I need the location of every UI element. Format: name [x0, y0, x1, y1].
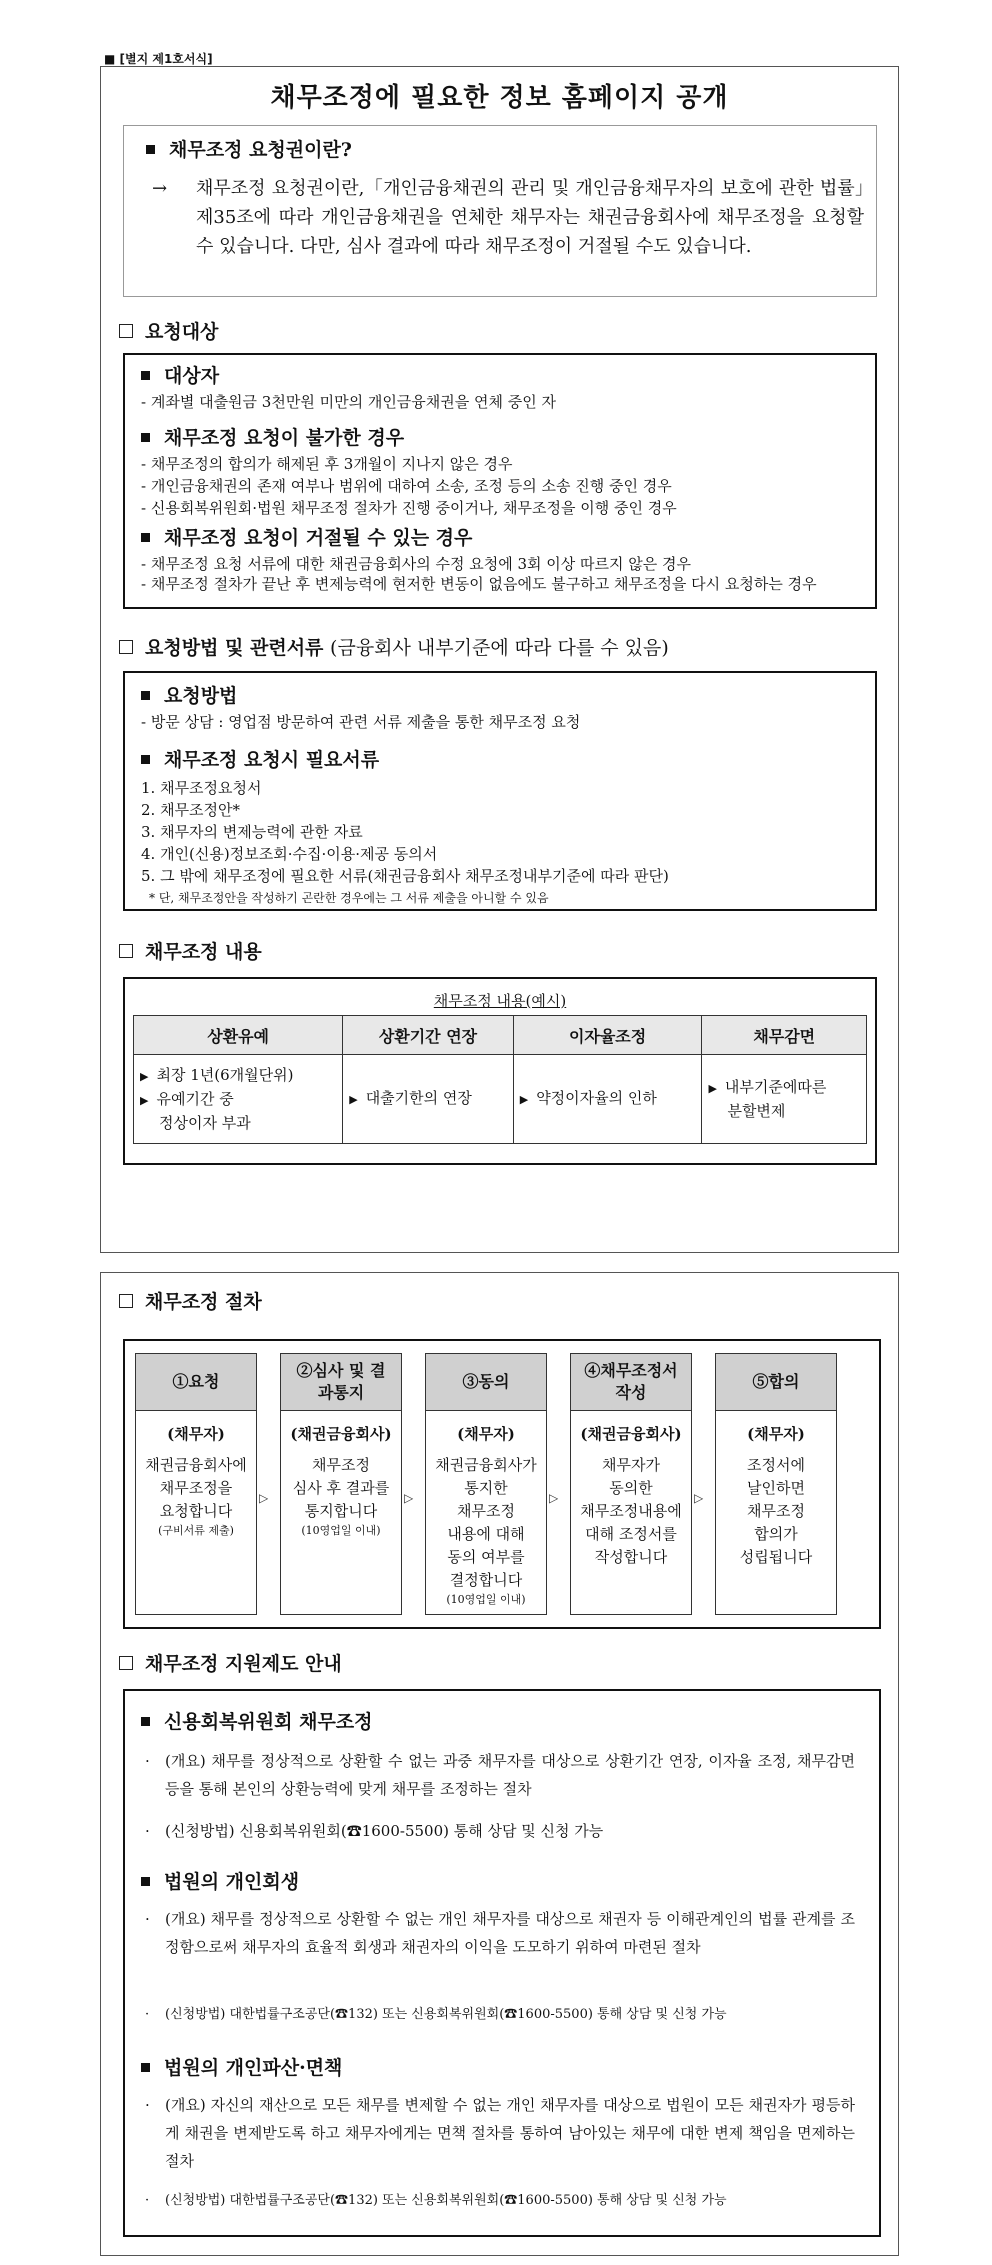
support-line: · (개요) 자신의 재산으로 모든 채무를 변제할 수 없는 개인 채무자를 대상으로 법원이 모든 채권자가 평등하게 채권을 변제받도록 하고 채무자에게는 면책 절차를 통하여 남아있는 채무에 대한 변제 책임을 면제하는 절차: [145, 2096, 855, 2170]
triangle-bullet-icon: ▶: [349, 1093, 358, 1106]
doc-item: 3. 채무자의 변제능력에 관한 자료: [141, 823, 363, 841]
triangle-bullet-icon: ▶: [140, 1094, 149, 1107]
support-line: · (개요) 채무를 정상적으로 상환할 수 없는 과중 채무자를 대상으로 상환기간 연장, 이자율 조정, 채무감면 등을 통해 본인의 상환능력에 맞게 채무를 조정하는 절차: [145, 1752, 855, 1798]
content-frame: [123, 977, 877, 1165]
step-4: ④채무조정서 작성 (채권금융회사) 채무자가 동의한 채무조정내용에 대해 조정서를 작성합니다: [570, 1353, 692, 1615]
intro-body: 채무조정 요청권이란,「개인금융채권의 관리 및 개인금융채무자의 보호에 관한 법률」제35조에 따라 개인금융채권을 연체한 채무자는 채권금융회사에 채무조정을 요청할 수 있습니다. 다만, 심사 결과에 따라 채무조정이 거절될 수도 있습니다.: [196, 178, 864, 257]
arrow-icon: →: [152, 178, 168, 199]
checkbox-icon: [119, 640, 133, 654]
page-title: 채무조정에 필요한 정보 홈페이지 공개: [270, 83, 729, 113]
target-item: - 채무조정 요청 서류에 대한 채권금융회사의 수정 요청에 3회 이상 따르지 않은 경우: [141, 555, 692, 573]
step-1: ①요청 (채무자) 채권금융회사에 채무조정을 요청합니다 (구비서류 제출): [135, 1353, 257, 1615]
table-header: 상환기간 연장: [343, 1016, 514, 1055]
table-caption: 채무조정 내용(예시): [134, 987, 867, 1016]
step-3: ③동의 (채무자) 채권금융회사가 통지한 채무조정 내용에 대해 동의 여부를 결정합니다 (10영업일 이내): [425, 1353, 547, 1615]
square-bullet-icon: [141, 1877, 150, 1886]
target-frame: [123, 353, 877, 609]
step-arrow-icon: ▷: [549, 1491, 559, 1505]
support-heading: 법원의 개인회생: [141, 1867, 299, 1894]
checkbox-icon: [119, 1656, 133, 1670]
section-title-support: 채무조정 지원제도 안내: [119, 1649, 342, 1676]
table-cell: ▶ 약정이자율의 인하: [513, 1055, 702, 1144]
support-line: · (신청방법) 신용회복위원회(☎1600-5500) 통해 상담 및 신청 가능: [145, 1822, 604, 1840]
intro-text: [152, 174, 864, 261]
table-cell: ▶ 내부기준에따른 분할변제: [702, 1055, 867, 1144]
form-label: ■ [별지 제1호서식]: [104, 52, 213, 66]
checkbox-icon: [119, 944, 133, 958]
doc-item: 5. 그 밖에 채무조정에 필요한 서류(채권금융회사 채무조정내부기준에 따라 판단): [141, 867, 669, 885]
support-line: · (신청방법) 대한법률구조공단(☎132) 또는 신용회복위원회(☎1600-5500) 통해 상담 및 신청 가능: [145, 2193, 727, 2208]
square-bullet-icon: [141, 433, 150, 442]
group-heading: 대상자: [141, 361, 219, 388]
docs-footnote: * 단, 채무조정안을 작성하기 곤란한 경우에는 그 서류 제출을 아니할 수 있음: [149, 891, 549, 905]
group-heading: 채무조정 요청이 불가한 경우: [141, 423, 404, 450]
target-item: - 개인금융채권의 존재 여부나 범위에 대하여 소송, 조정 등의 소송 진행 중인 경우: [141, 477, 672, 495]
method-heading: 요청방법: [141, 681, 237, 708]
target-item: - 채무조정의 합의가 해제된 후 3개월이 지나지 않은 경우: [141, 455, 513, 473]
doc-item: 2. 채무조정안*: [141, 801, 241, 819]
target-item: - 계좌별 대출원금 3천만원 미만의 개인금융채권을 연체 중인 자: [141, 393, 557, 411]
triangle-bullet-icon: ▶: [140, 1070, 149, 1083]
support-line: · (신청방법) 대한법률구조공단(☎132) 또는 신용회복위원회(☎1600-5500) 통해 상담 및 신청 가능: [145, 2007, 727, 2022]
triangle-bullet-icon: ▶: [519, 1093, 529, 1106]
support-frame: [123, 1689, 881, 2237]
support-heading: 법원의 개인파산·면책: [141, 2053, 342, 2080]
step-5: ⑤합의 (채무자) 조정서에 날인하면 채무조정 합의가 성립됩니다: [715, 1353, 837, 1615]
target-item: - 신용회복위원회·법원 채무조정 절차가 진행 중이거나, 채무조정을 이행 중인 경우: [141, 499, 677, 517]
doc-item: 4. 개인(신용)정보조회·수집·이용·제공 동의서: [141, 845, 438, 863]
square-bullet-icon: [141, 755, 150, 764]
square-bullet-icon: [141, 2063, 150, 2072]
support-line: · (개요) 채무를 정상적으로 상환할 수 없는 개인 채무자를 대상으로 채권자 등 이해관계인의 법률 관계를 조정함으로써 채무자의 효율적 회생과 채권자의 이익을 도모하기 위하여 마련된 절차: [145, 1910, 855, 1956]
docs-heading: 채무조정 요청시 필요서류: [141, 745, 379, 772]
method-text: - 방문 상담 : 영업점 방문하여 관련 서류 제출을 통한 채무조정 요청: [141, 713, 581, 731]
table-cell: ▶ 최장 1년(6개월단위) ▶ 유예기간 중 정상이자 부과: [134, 1055, 343, 1144]
support-heading: 신용회복위원회 채무조정: [141, 1707, 373, 1734]
table-cell: ▶ 대출기한의 연장: [343, 1055, 514, 1144]
checkbox-icon: [119, 1294, 133, 1308]
square-bullet-icon: [141, 691, 150, 700]
step-arrow-icon: ▷: [694, 1491, 704, 1505]
procedure-steps: [123, 1339, 881, 1629]
triangle-bullet-icon: ▶: [708, 1082, 717, 1095]
method-frame: [123, 671, 877, 911]
checkbox-icon: [119, 324, 133, 338]
page-1: [100, 66, 899, 1253]
square-bullet-icon: [141, 1717, 150, 1726]
square-bullet-icon: [146, 145, 155, 154]
page-2: [100, 1272, 899, 2256]
table-header: 상환유예: [134, 1016, 343, 1055]
section-title-target: 요청대상: [119, 317, 218, 344]
table-header: 채무감면: [702, 1016, 867, 1055]
group-heading: 채무조정 요청이 거절될 수 있는 경우: [141, 523, 472, 550]
intro-heading: 채무조정 요청권이란?: [146, 135, 352, 162]
square-bullet-icon: [141, 533, 150, 542]
section-title-procedure: 채무조정 절차: [119, 1287, 262, 1314]
intro-box: [123, 125, 877, 297]
step-2: ②심사 및 결과통지 (채권금융회사) 채무조정 심사 후 결과를 통지합니다 (10영업일 이내): [280, 1353, 402, 1615]
square-bullet-icon: [141, 371, 150, 380]
doc-item: 1. 채무조정요청서: [141, 779, 262, 797]
section-title-content: 채무조정 내용: [119, 937, 262, 964]
step-arrow-icon: ▷: [404, 1491, 414, 1505]
step-arrow-icon: ▷: [259, 1491, 269, 1505]
section-title-method: 요청방법 및 관련서류 (금융회사 내부기준에 따라 다를 수 있음): [119, 633, 669, 660]
table-header: 이자율조정: [513, 1016, 702, 1055]
target-item: - 채무조정 절차가 끝난 후 변제능력에 현저한 변동이 없음에도 불구하고 채무조정을 다시 요청하는 경우: [141, 575, 817, 593]
content-table: [133, 987, 867, 1144]
